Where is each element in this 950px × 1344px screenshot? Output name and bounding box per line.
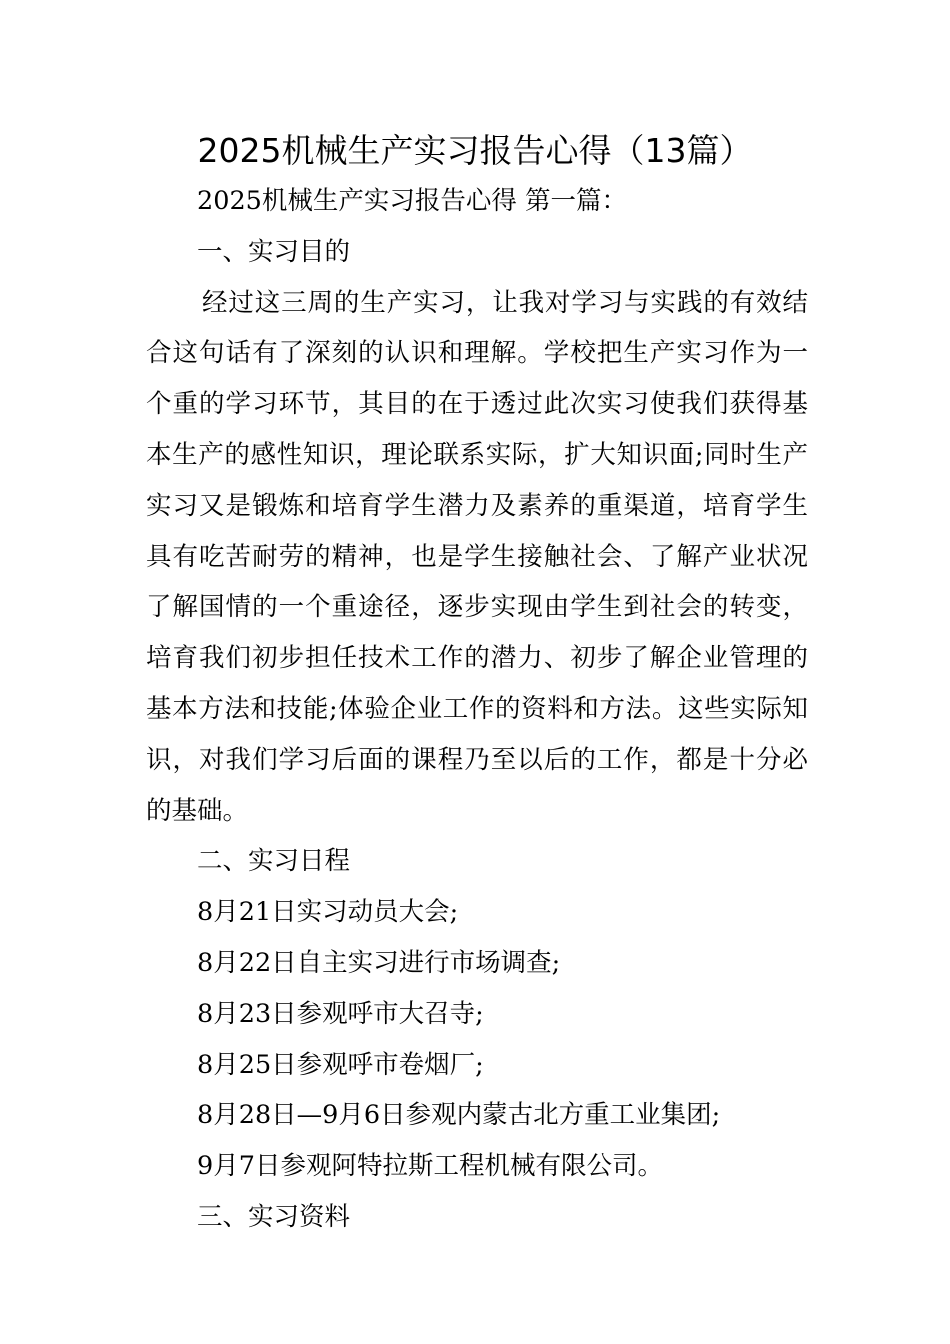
schedule-item: 8月23日参观呼市大召寺; (197, 998, 484, 1029)
schedule-item: 9月7日参观阿特拉斯工程机械有限公司。 (197, 1151, 663, 1182)
schedule-item: 8月22日自主实习进行市场调查; (197, 947, 561, 978)
section-heading-schedule: 二、实习日程 (197, 846, 351, 877)
schedule-item: 8月28日—9月6日参观内蒙古北方重工业集团; (197, 1100, 721, 1131)
section-heading-purpose: 一、实习目的 (197, 236, 351, 267)
schedule-item: 8月21日实习动员大会; (197, 897, 459, 928)
article-subtitle: 2025机械生产实习报告心得 第一篇： (197, 186, 628, 216)
section-heading-materials: 三、实习资料 (197, 1201, 351, 1232)
document-body (146, 176, 808, 1243)
document-title: 2025机械生产实习报告心得（13篇） (197, 131, 753, 170)
schedule-item: 8月25日参观呼市卷烟厂; (197, 1049, 484, 1080)
purpose-paragraph: 经过这三周的生产实习，让我对学习与实践的有效结合这句话有了深刻的认识和理解。学校把生产实习作为一个重的学习环节，其目的在于透过此次实习使我们获得基本生产的感性知识，理论联系实际，扩大知识面;同时生产实习又是锻炼和培育学生潜力及素养的重渠道，培育学生具有吃苦耐劳的精神，也是学生接触社会、了解产业状况了解国情的一个重途径，逐步实现由学生到社会的转变，培育我们初步担任技术工作的潜力、初步了解企业管理的基本方法和技能;体验企业工作的资料和方法。这些实际知识，对我们学习后面的课程乃至以后的工作，都是十分必的基础。 (146, 287, 808, 826)
